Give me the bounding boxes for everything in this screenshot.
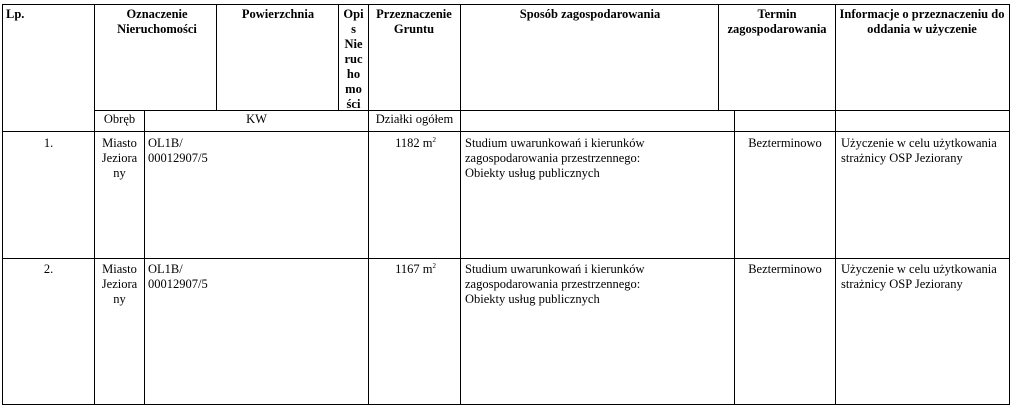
- rule-przeznaczenie-left: [368, 4, 369, 405]
- header-opis: Opi s Nie ruc ho mo ści: [343, 7, 364, 111]
- row1-informacje: Użyczenie w celu użytkowania strażnicy OSP Jeziorany: [841, 136, 997, 165]
- row1-termin: Bezterminowo: [748, 136, 822, 150]
- row2-lp: 2.: [43, 262, 54, 276]
- rule-sposob-left: [460, 4, 461, 405]
- rule-informacje-left: [835, 4, 836, 405]
- header-oznaczenie: Oznaczenie Nieruchomości: [117, 7, 197, 36]
- subheader-obreb: Obręb: [103, 112, 136, 126]
- row2-informacje: Użyczenie w celu użytkowania strażnicy OSP Jeziorany: [841, 262, 997, 291]
- rule-top: [2, 4, 1010, 5]
- header-informacje: Informacje o przeznaczeniu do oddania w użyczenie: [839, 7, 1005, 36]
- subheader-dzialki: Działki ogółem: [375, 112, 454, 126]
- subheader-kw: KW: [246, 112, 267, 126]
- rule-right: [1009, 4, 1010, 405]
- header-powierzchnia: Powierzchnia: [241, 7, 315, 21]
- rule-termin-left-body: [734, 110, 735, 405]
- row1-kw: OL1B/ 00012907/5: [148, 136, 208, 165]
- rule-bottom: [2, 404, 1010, 405]
- rule-row1-bottom: [2, 258, 1010, 259]
- row1-lp: 1.: [43, 136, 54, 150]
- rule-termin-left: [718, 4, 719, 111]
- rule-header-bottom: [94, 110, 1010, 111]
- header-lp: Lp.: [6, 7, 25, 21]
- row1-obreb: Miasto Jeziora ny: [101, 136, 138, 180]
- row2-obreb: Miasto Jeziora ny: [101, 262, 138, 306]
- header-termin: Termin zagospodarowania: [727, 7, 827, 36]
- row2-termin: Bezterminowo: [748, 262, 822, 276]
- row1-sposob: Studium uwarunkowań i kierunków zagospodarowania przestrzennego: Obiekty usług publicznych: [465, 136, 645, 180]
- row2-sposob: Studium uwarunkowań i kierunków zagospodarowania przestrzennego: Obiekty usług publicznych: [465, 262, 645, 306]
- rule-powierzchnia-left: [216, 4, 217, 111]
- rule-left: [2, 4, 3, 405]
- rule-obreb-right: [144, 110, 145, 405]
- row2-area: 1167 $m^2$: [395, 262, 436, 276]
- row1-area: 1182 $m^2$: [395, 136, 436, 150]
- header-sposob: Sposób zagospodarowania: [519, 7, 661, 21]
- row2-kw: OL1B/ 00012907/5: [148, 262, 208, 291]
- rule-subheader-bottom: [2, 131, 1010, 132]
- header-przeznaczenie: Przeznaczenie Gruntu: [376, 7, 452, 36]
- rule-lp-right: [94, 4, 95, 405]
